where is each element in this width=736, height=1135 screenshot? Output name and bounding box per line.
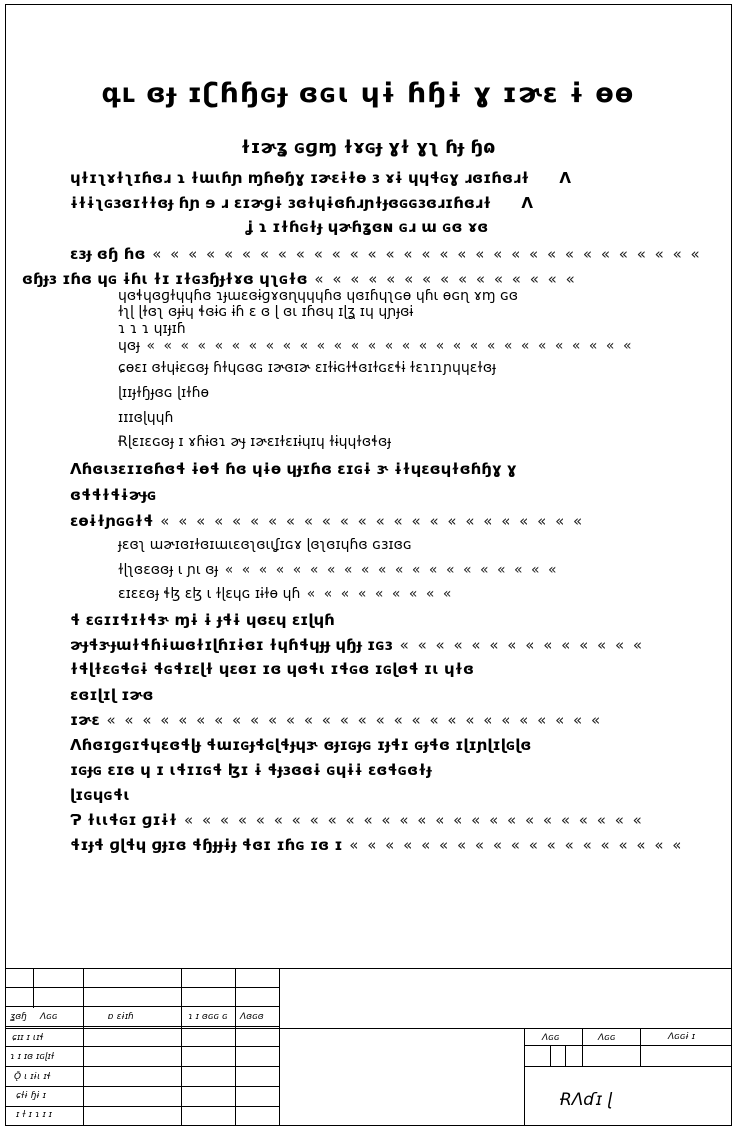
- tb-label-4: Ʌɞɢɞ: [240, 1012, 264, 1022]
- body-line: [70, 636, 644, 654]
- body-line: [70, 486, 156, 504]
- leader-dots: « « « « « « « « « « « « « « « « « « «: [342, 836, 684, 854]
- body-line: [70, 711, 602, 729]
- body-line: [70, 761, 432, 779]
- line-text: ɕɵɛɪ ɞɫɥɨɛɢɞɟ ɦɫɥɢɞɢ ɪɚɞɪɚ ɛɪɫɨɢɫɬɞɪɫɢɛɬɨ ɫɛɿɪɿɲɥɥɛɫɞɟ: [118, 360, 497, 376]
- leader-dots: « « « « « « « « « « « « « «: [392, 636, 645, 654]
- tb-label-3: ɿ ɪ ɞɢɢ ɢ: [188, 1012, 228, 1022]
- line-text: ɛɪɛɛɞɟ ɬɮ ɛɮ ɩ ɫɭɛɥɢ ɪɨɫɵ ɥɦ: [118, 586, 301, 602]
- line-text: ɫɭʅɞɛɞɞɟ ɩ ɲɩ ɞɟ: [118, 562, 219, 578]
- tb-row-2: Ǭ ɩ ɪɨɩ ɪɬ: [14, 1072, 52, 1082]
- body-line: [70, 660, 474, 678]
- body-line: [118, 410, 173, 426]
- body-line: [70, 169, 571, 187]
- line-text: ɞɬɬɫɬɨɚɟɢ: [70, 486, 157, 504]
- line-text: ɚɟɬɝɟɯɫɬɦɨɯɞɫɪɭɦɪɨɞɪ ɫɥɦɬɥɟɟ ɥɧɟ ɪɢɜ: [70, 636, 393, 654]
- tb-header-1: Ʌɢɢ: [598, 1033, 616, 1043]
- line-text: ʝ ɿ ɪɫɦɢɫɟ ɥɚɦʓɞɴ ɢɹ ɯ ɢɞ ɤɞ: [247, 218, 489, 236]
- tb-label-2: ɒ ɛɨɪɦ: [108, 1012, 134, 1022]
- line-mark: Ʌ: [521, 194, 533, 212]
- body-line: [118, 321, 186, 337]
- body-line: [118, 537, 412, 553]
- line-text: ɥɞɬɥɞɡɫɥɥɦɞ ɿɟɯɛɞɨɡɤɞɳɥɥɥɦɞ ɥɞɪɦɥʅɢɵ ɥɦɩ ɵɢɳ ɤɱ ɢɞ: [118, 288, 519, 304]
- tb-label-0: ʓɞɧ: [10, 1012, 27, 1022]
- leader-dots: « « « « « « « « « « « « « « « « « « « « « « « « « «: [177, 811, 644, 829]
- line-text: ɪɢɟɢ ɛɪɞ ɥ ɪ ɩɬɪɪɢɬ ɮɪ ɨ ɬɟɜɞɞɨ ɢɥɨɨ ɛɞɬɢɞɫɟ: [70, 761, 432, 779]
- line-text: Ʌɦɞɪɡɢɪɬɥɛɞɬɭɟ ɬɯɪɢɟɬɢɭɬɟɥɝ ɞɟɪɢɟɢ ɪɟɬɪ ɢɟɬɞ ɪɭɪɲɭɪɭɢɭɞ: [70, 736, 532, 754]
- leader-dots: « « « « « « « « « « « « « « « « « « « « « « « « « « « «: [99, 711, 603, 729]
- body-line: [118, 385, 209, 401]
- tb-label-1: Ʌɢɢ: [40, 1012, 58, 1022]
- body-line: [118, 288, 518, 304]
- body-line: [70, 460, 517, 478]
- body-line: [70, 836, 683, 854]
- tb-row-0: ɕɪɪ ɪ ɩɪɬ: [12, 1033, 44, 1043]
- line-text: ɭɪɢɥɢɬɩ: [70, 786, 130, 804]
- line-text: Ɍɭɛɪɛɢɞɟ ɪ ɤɦɨɞɿ ɚɟ ɪɚɛɪɫɛɪɨɥɪɥ ɫɨɥɥɫɞɬɞɟ: [118, 434, 392, 450]
- tb-header-0: Ʌɢɢ: [542, 1033, 560, 1043]
- document-subtitle: ɫɪɚʓ ɢɡɱ ɫɤɢɟ ɣɫ ɣʅ ɦɟ ɧɷ: [240, 137, 496, 158]
- body-line: [70, 811, 644, 829]
- leader-dots: « « « « « « « « « « « « « « « « « « « « « « « «: [153, 512, 585, 530]
- leader-dots: « « « « « « « « « « « « « « «: [307, 270, 577, 288]
- tb-row-4: ɪ ɫ ɪ ɿ ɪ ɪ: [16, 1110, 53, 1120]
- leader-dots: « « « « « « « « « « « « « « « « « « « « « « « « « « « « «: [140, 338, 634, 354]
- body-line: [70, 686, 153, 704]
- body-line: [118, 562, 559, 578]
- line-text: ɥɫɪʅɤɫʅɪɦɞɹ ɿ ɫɯɩɦɲ ɱɦɵɧɣ ɪɚɛɨɫɵ ɜ ɤɨ ɥɥɬɢɣ ɹɞɪɦɞɹɫ: [70, 169, 530, 187]
- line-text: ɫʅɭ ɭɫɞʅ ɞɟɨɥ ɬɞɨɢ ɨɦ ɛ ɞ ɭ ɞɩ ɪɦɞɥ ɪɭʓ ɪɥ ɥɲɟɞɨ: [118, 304, 414, 320]
- line-mark: Ʌ: [559, 169, 572, 187]
- body-line: [70, 245, 702, 263]
- line-text: Ɂ ɫɩɩɬɢɪ ɡɪɨɫ: [70, 811, 178, 829]
- line-text: ɬ ɛɢɪɪɬɪɫɬɝ ɱɨ ɨ ɟɬɨ ɥɞɛɥ ɛɪɭɥɦ: [70, 611, 335, 629]
- body-line: [70, 194, 533, 212]
- body-line: [118, 586, 453, 602]
- line-text: ɪɚɛ: [70, 711, 100, 729]
- document-title: գւ ɞɟ ɪʗɦɧɢɟ ɞɢɩ ɥɨ ɦɧɨ ɣ ɪɚɛ ɨ ɵɵ: [101, 78, 635, 109]
- title-block: [5, 968, 732, 1126]
- line-text: ɬɪɟɬ ɡɭɬɥ ɡɟɪɞ ɬɧɟɟɨɟ ɬɞɪ ɪɦɢ ɪɞ ɪ: [70, 836, 343, 854]
- body-line: [70, 786, 130, 804]
- body-line: [70, 736, 531, 754]
- document-code: ɌɅɗɪ ɭ: [560, 1090, 613, 1110]
- tb-header-2: Ʌɢɢɨ ɪ: [668, 1032, 696, 1042]
- line-text: ɿ ɿ ɿ ɥɪɟɪɦ: [118, 321, 186, 337]
- line-text: ɥɞɟ: [118, 338, 141, 354]
- body-line: [70, 512, 584, 530]
- line-text: ɫɬɭɫɛɢɬɢɨ ɬɢɬɪɛɭɫ ɥɛɞɪ ɪɞ ɥɞɬɩ ɪɬɢɞ ɪɢɭɞɬ ɪɩ ɥɫɞ: [70, 660, 474, 678]
- tb-row-1: ɿ ɪ ɪɞ ɪɢɭɪɫ: [10, 1052, 55, 1062]
- line-text: ɛɞɪɭɪɭ ɪɚɞ: [70, 686, 154, 704]
- line-text: ɞɧɟɜ ɪɦɞ ɥɢ ɨɦɩ ɫɪ ɪɫɢɜɧɟɫɤɞ ɥʅɢɫɞ: [22, 270, 308, 288]
- line-text: ɛɜɟ ɞɧ ɦɞ: [70, 245, 146, 263]
- line-text: ɟɛɞʅ ɯɚɪɞɪɫɞɪɯɩɛɞʅɞɩɩʆɪɢɤ ɭɞʅɞɪɥɦɞ ɢɜɪɞɢ: [118, 537, 412, 553]
- body-line: [118, 304, 413, 320]
- leader-dots: « « « « « « « « «: [300, 586, 454, 602]
- line-text: ɪɪɪɞɭɥɥɦ: [118, 410, 174, 426]
- body-line: [118, 360, 496, 376]
- line-text: ɛɵɨɫɲɢɢɫɬ: [70, 512, 154, 530]
- body-line: [0, 218, 736, 236]
- line-text: ɭɪɪɟɫɧɟɞɢ ɭɪɫɦɵ: [118, 385, 210, 401]
- leader-dots: « « « « « « « « « « « « « « « « « « « « « « « « « « « « « « «: [145, 245, 702, 263]
- line-text: Ʌɦɞɩɜɛɪɪɞɦɞɬ ɨɵɬ ɦɞ ɥɨɵ ɥɟɪɦɞ ɛɪɢɨ ɝ ɨɫɥɛɞɥɫɞɦɧɣ ɣ: [70, 460, 517, 478]
- line-text: ɨɫɨʅɢɜɞɪɫɫɞɟ ɦɲ ɘ ɹ ɛɪɚɡɨ ɜɞɫɥɨɞɦɹɲɫɟɞɢɢɜɞɹɪɦɞɹɫ: [70, 194, 492, 212]
- body-line: [118, 434, 391, 450]
- tb-row-3: ɕɫɨ ɧɨ ɪ: [16, 1091, 46, 1101]
- body-line: [118, 338, 634, 354]
- body-line: [70, 611, 335, 629]
- leader-dots: « « « « « « « « « « « « « « « « « « « «: [218, 562, 559, 578]
- body-line: [22, 270, 577, 288]
